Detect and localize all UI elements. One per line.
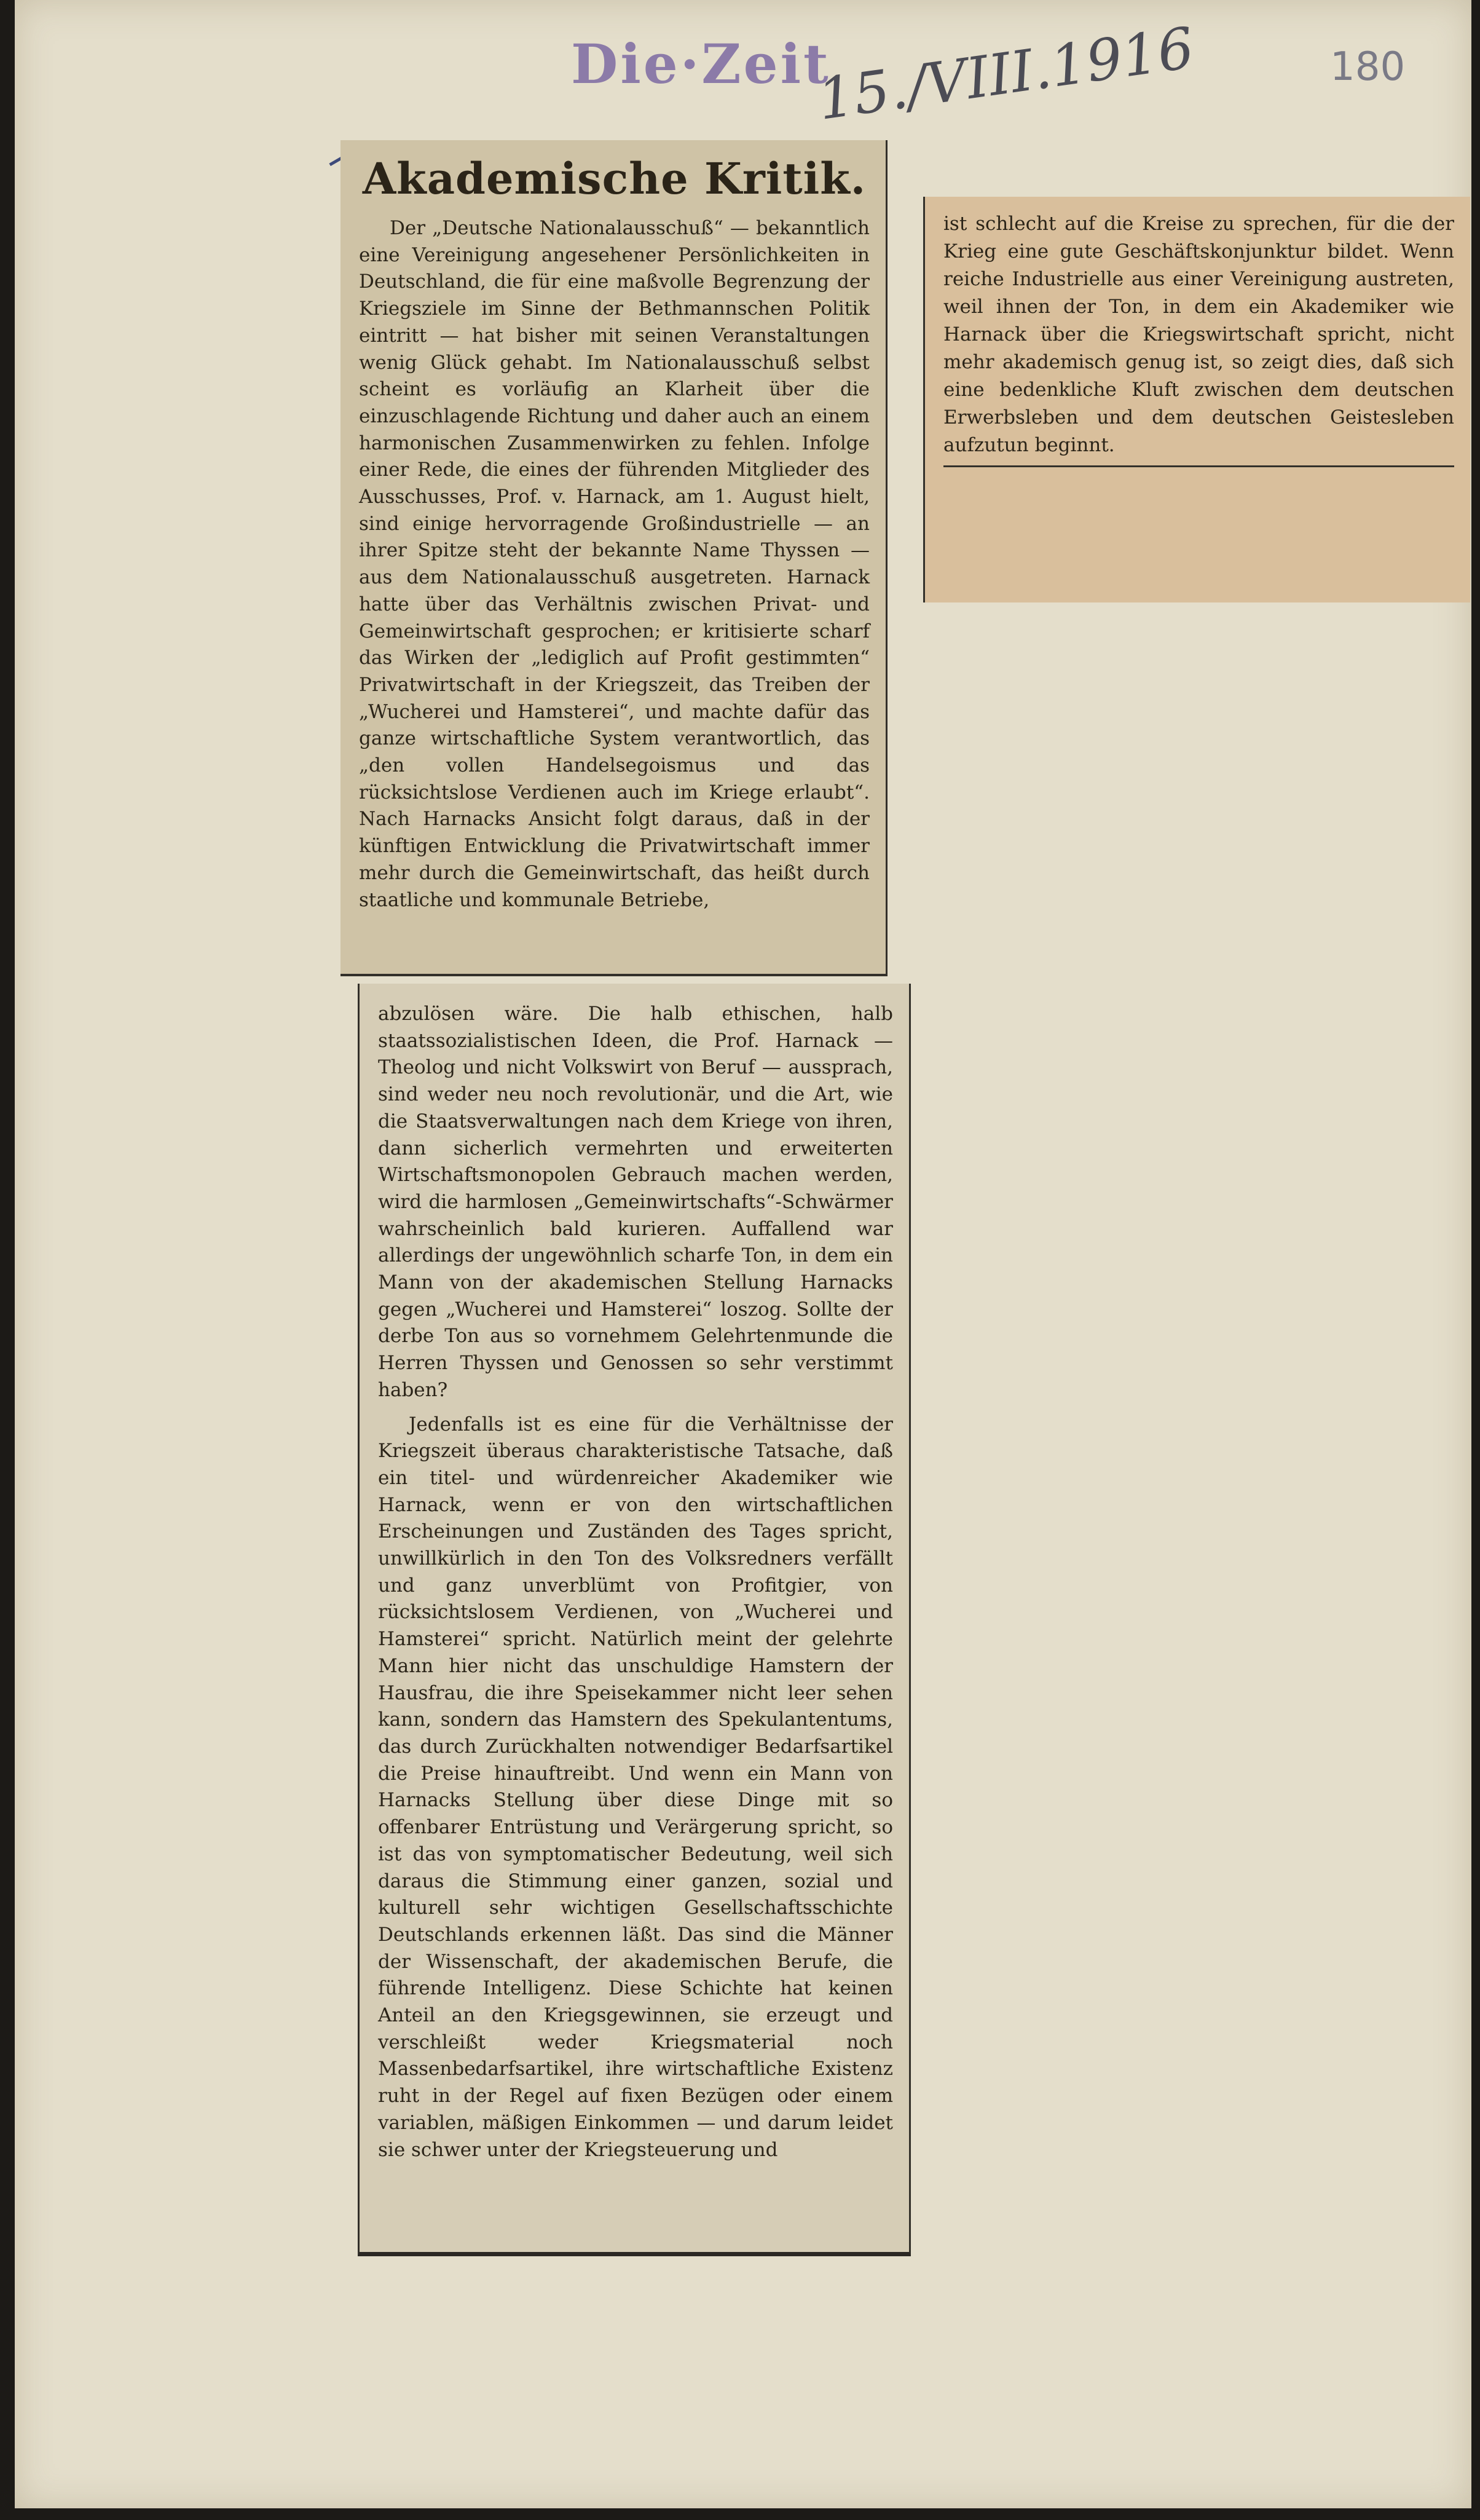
article-clipping-column-2 — [358, 984, 911, 2256]
article-paragraph: abzulösen wäre. Die halb ethischen, halb staatssozialistischen Ideen, die Prof. Harnack — Theolog und nicht Volkswirt von Beruf — aussprach, sind weder neu noch revolutionär, und die Art, wie die Staatsverwaltungen nach dem Kriege von ihren, dann sicherlich vermehrten und erweiterten Wirtschaftsmonopolen Gebrauch machen werden, wird die harmlosen „Gemeinwirtschafts“-Schwärmer wahrscheinlich bald kurieren. Auffallend war allerdings der ungewöhnlich scharfe Ton, in dem ein Mann von der akademischen Stellung Harnacks gegen „Wucherei und Hamsterei“ loszog. Sollte der derbe Ton aus so vornehmem Gelehrtenmunde die Herren Thyssen und Genossen so sehr verstimmt haben? — [378, 1003, 893, 1401]
article-paragraph: ist schlecht auf die Kreise zu sprechen, für die der Krieg eine gute Geschäftskonjunktur bildet. Wenn reiche Industrielle aus einer Vereinigung austreten, weil ihnen der Ton, in dem ein Akademiker wie Harnack über die Kriegswirtschaft spricht, nicht mehr akademisch genug ist, so zeigt dies, daß sich eine bedenkliche Kluft zwischen dem deutschen Erwerbsleben und dem deutschen Geistesleben aufzutun beginnt. — [943, 213, 1454, 456]
page-number: 180 — [1330, 44, 1406, 90]
archive-sheet — [15, 0, 1471, 2508]
article-title: Akademische Kritik. — [362, 153, 867, 204]
article-clipping-column-3 — [923, 197, 1470, 602]
article-paragraph: Jedenfalls ist es eine für die Verhältnisse der Kriegszeit überaus charakteristische Tatsache, daß ein titel- und würdenreicher Akademiker wie Harnack, wenn er von den wirtschaftlichen Erscheinungen und Zuständen des Tages spricht, unwillkürlich in den Ton des Volksredners verfällt und ganz unverblümt von Profitgier, von rücksichtslosem Verdienen, von „Wucherei und Hamsterei“ spricht. Natürlich meint der gelehrte Mann hier nicht das unschuldige Hamstern der Hausfrau, die ihre Speisekammer nicht leer sehen kann, sondern das Hamstern des Spekulantentums, das durch Zurückhalten notwendiger Bedarfsartikel die Preise hinauftreibt. Und wenn ein Mann von Harnacks Stellung über diese Dinge mit so offenbarer Entrüstung und Verärgerung spricht, so ist das von symptomatischer Bedeutung, weil sich daraus die Stimmung einer ganzen, sozial und kulturell sehr wichtigen Gesellschaftsschichte Deutschlands erkennen läßt. Das sind die Männer der Wissenschaft, der akademischen Berufe, die führende Intelligenz. Diese Schichte hat keinen Anteil an den Kriegsgewinnen, sie erzeugt und verschleißt weder Kriegsmaterial noch Massenbedarfsartikel, ihre wirtschaftliche Existenz ruht in der Regel auf fixen Bezügen oder einem variablen, mäßigen Einkommen — und darum leidet sie schwer unter der Kriegsteuerung und — [378, 1413, 893, 2161]
newspaper-stamp: Die·Zeit — [571, 32, 831, 96]
handwritten-date: 15./VIII.1916 — [814, 15, 1199, 133]
column-3-text-area — [943, 210, 1454, 467]
article-clipping-column-1 — [340, 140, 888, 976]
article-paragraph: Der „Deutsche Nationalausschuß“ — bekanntlich eine Vereinigung angesehener Persönlichkeiten in Deutschland, die für eine maßvolle Begrenzung der Kriegsziele im Sinne der Bethmannschen Politik eintritt — hat bisher mit seinen Veranstaltungen wenig Glück gehabt. Im Nationalausschuß selbst scheint es vorläufig an Klarheit über die einzuschlagende Richtung und daher auch an einem harmonischen Zusammenwirken zu fehlen. Infolge einer Rede, die eines der führenden Mitglieder des Ausschusses, Prof. v. Harnack, am 1. August hielt, sind einige hervorragende Großindustrielle — an ihrer Spitze steht der bekannte Name Thyssen — aus dem Nationalausschuß ausgetreten. Harnack hatte über das Verhältnis zwischen Privat- und Gemeinwirtschaft gesprochen; er kritisierte scharf das Wirken der „lediglich auf Profit gestimmten“ Privatwirtschaft in der Kriegszeit, das Treiben der „Wucherei und Hamsterei“, und machte dafür das ganze wirtschaftliche System verantwortlich, das „den vollen Handelsegoismus und das rücksichtslose Verdienen auch im Kriege erlaubt“. Nach Harnacks Ansicht folgt daraus, daß in der künftigen Entwicklung die Privatwirtschaft immer mehr durch die Gemeinwirtschaft, das heißt durch staatliche und kommunale Betriebe, — [359, 217, 870, 911]
